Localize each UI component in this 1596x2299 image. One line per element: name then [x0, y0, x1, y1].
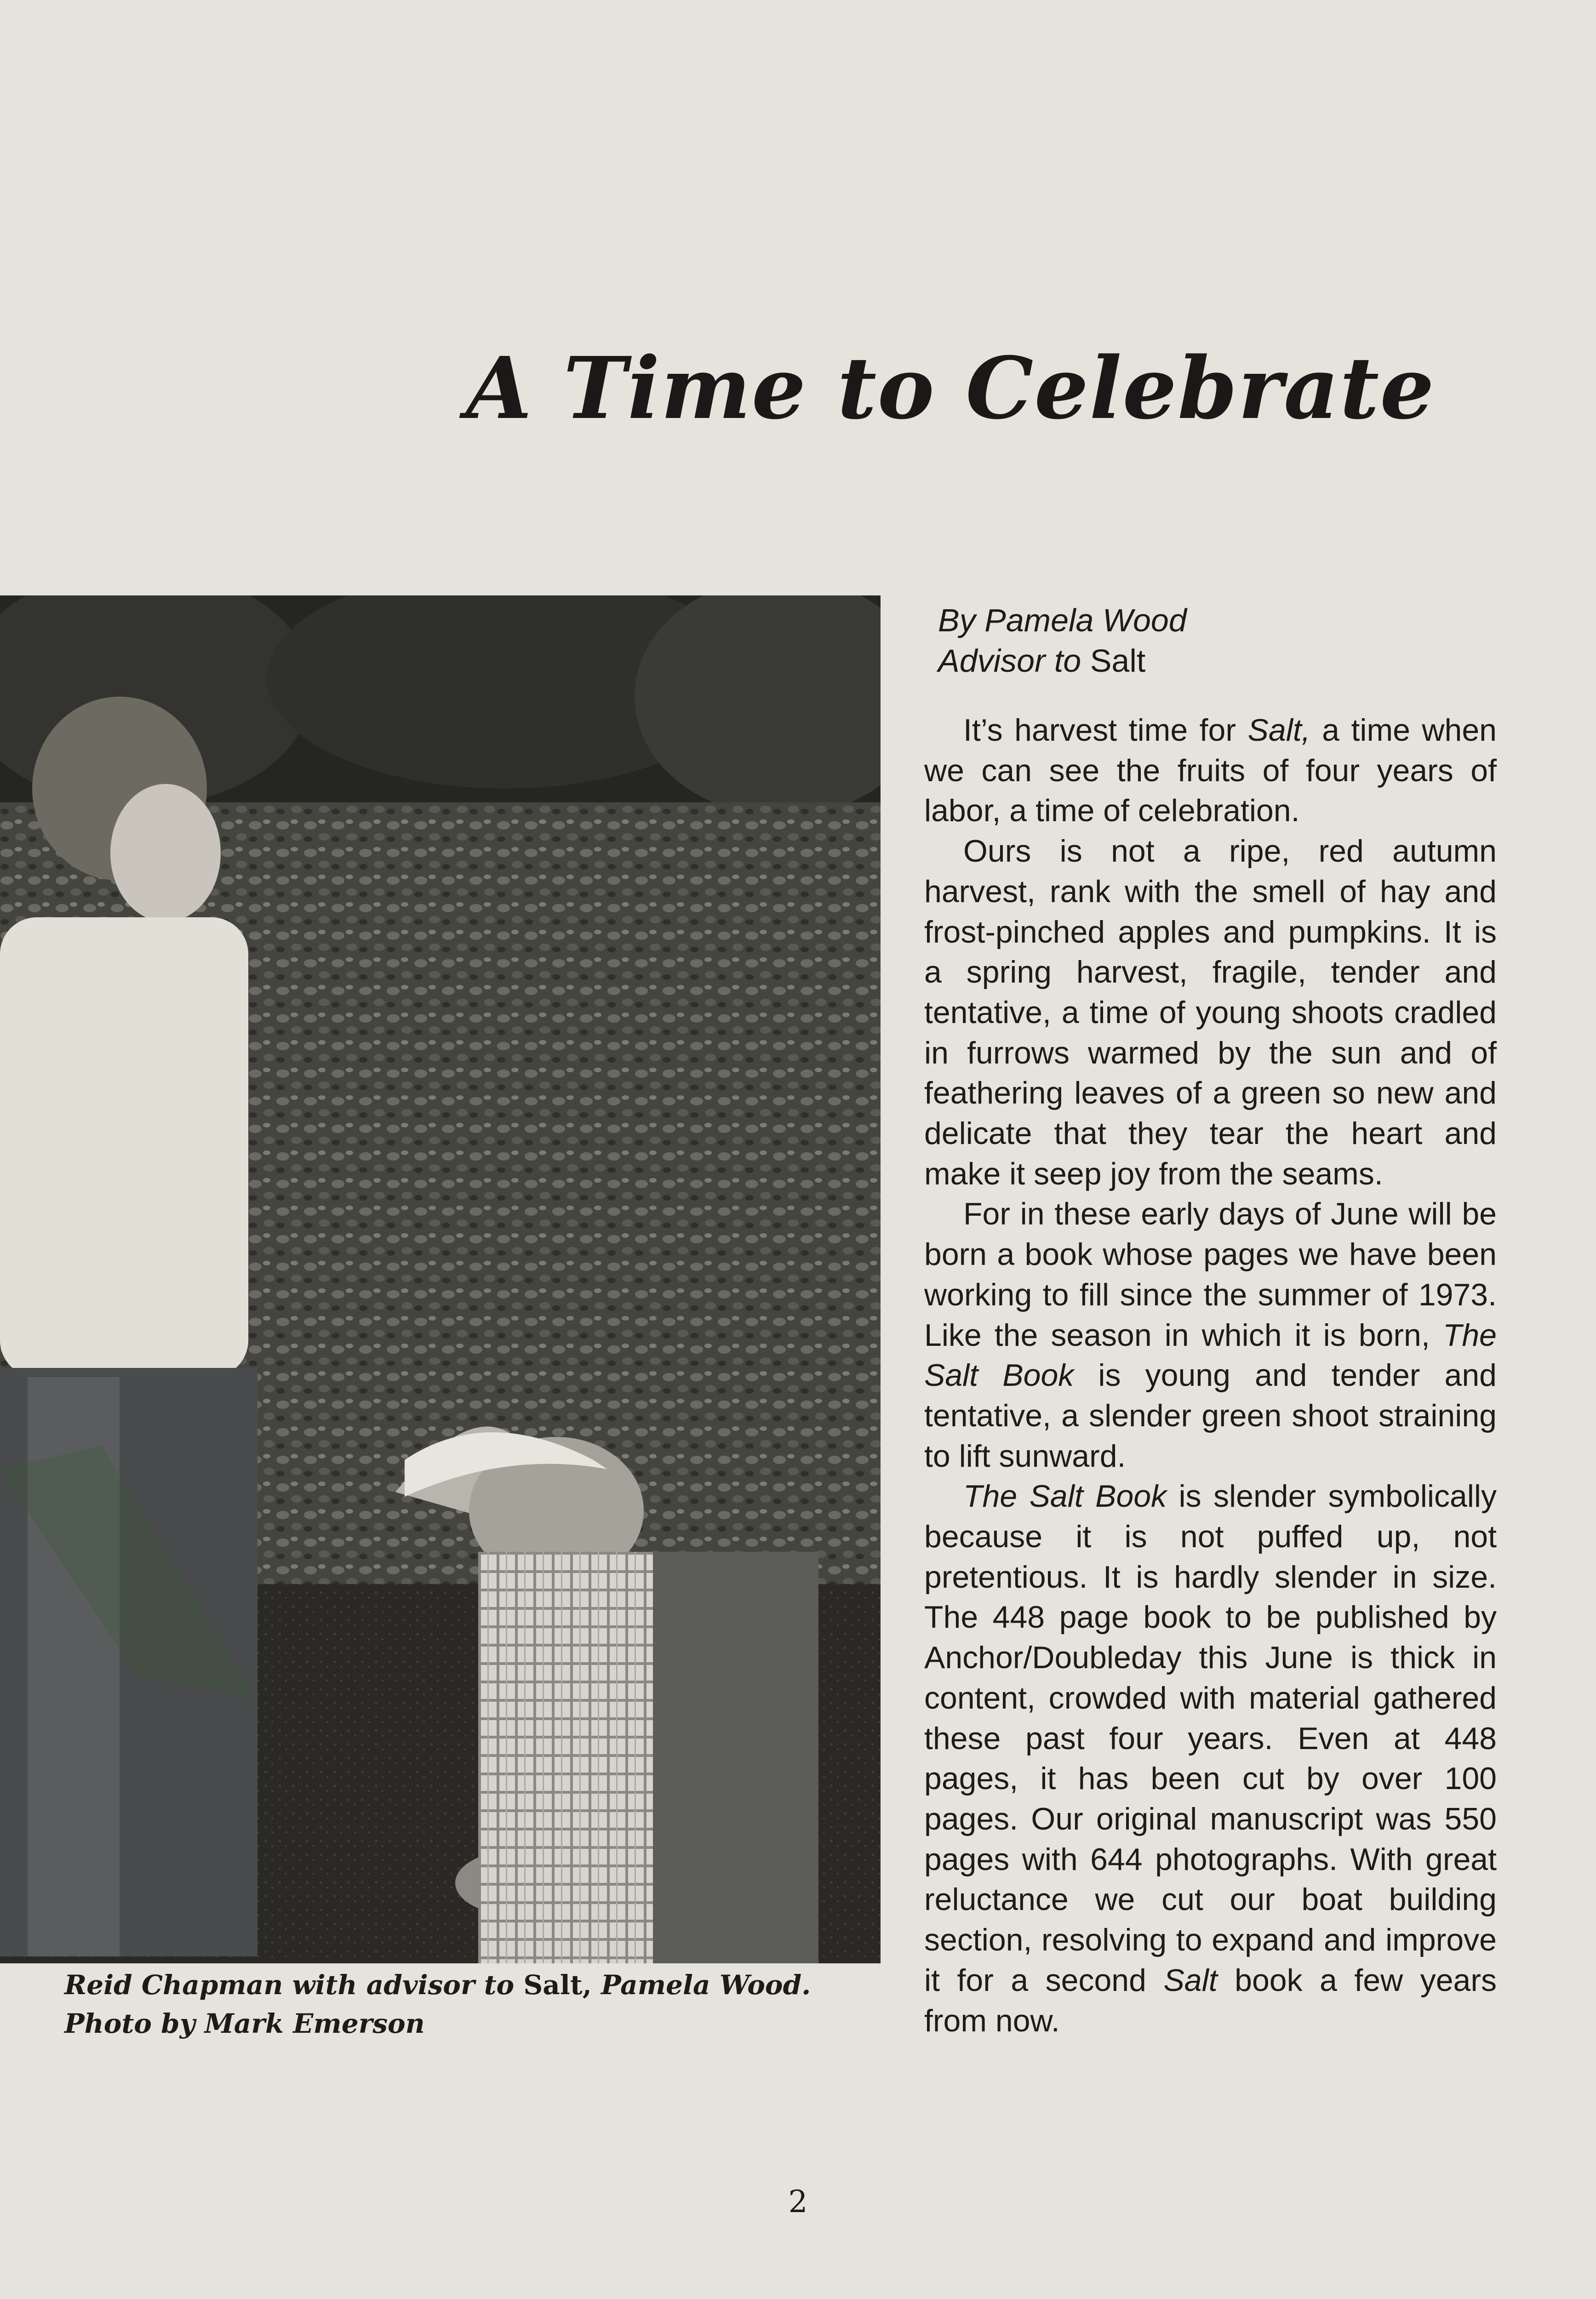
photo-credit: Photo by Mark Emerson [64, 2008, 425, 2039]
caption-text: Reid Chapman with advisor to [64, 1969, 515, 2001]
p3-text-a: For in these early days of June will be born a book whose pages we have been working to fill since the summer of 1973. Like the season in which it is born, [924, 1196, 1497, 1353]
photo-caption [64, 1966, 874, 2043]
byline-role [938, 641, 1499, 681]
p1-text-a: It’s harvest time for [963, 713, 1236, 748]
byline [938, 600, 1499, 681]
byline-role-prefix: Advisor to [938, 643, 1081, 679]
p4-book-title: The Salt Book [963, 1479, 1167, 1514]
p4-text-b: book a few years from now. [924, 1962, 1497, 2038]
byline-author: By Pamela Wood [938, 602, 1187, 638]
p3-text-b: is young and tender and tentative, a slender green shoot straining to lift sunward. [924, 1358, 1497, 1474]
article-title: A Time to Celebrate [466, 338, 1435, 438]
paragraph-4 [924, 1476, 1497, 2041]
paragraph-3 [924, 1194, 1497, 1476]
caption-line [64, 1966, 874, 2004]
p4-text-a: is slender symbolically because it is not puffed up, not pretentious. It is hardly slender in size. The 448 page book to be published by Anchor/Doubleday this June is thick in content, crowded with material gathered these past four years. Even at 448 pages, it has been cut by over 100 pages. Our original manuscript was 550 pages with 644 photographs. With great reluctance we cut our boat building section, resolving to expand and improve it for a second [924, 1479, 1497, 1998]
paragraph-2: Ours is not a ripe, red autumn harvest, rank with the smell of hay and frost-pinched apples and pumpkins. It is a spring harvest, fragile, tender and tentative, a time of young shoots cradled in furrows warmed by the sun and of feathering leaves of a green so new and delicate that they tear the heart and make it seep joy from the seams. [924, 834, 1497, 1191]
paragraph-1 [924, 710, 1497, 831]
p4-salt: Salt [1163, 1962, 1218, 1998]
byline-publication: Salt [1090, 643, 1146, 679]
p1-text-b: a time when we can see the fruits of four years of labor, a time of celebration. [924, 713, 1497, 829]
page-number: 2 [788, 2184, 808, 2219]
article-photo [0, 595, 881, 1963]
p3-book-title: The Salt Book [924, 1317, 1497, 1393]
p1-salt: Salt, [1247, 713, 1310, 748]
photo-image [0, 595, 881, 1963]
caption-name: Pamela Wood. [601, 1969, 811, 2001]
article-body [924, 710, 1497, 2041]
caption-salt: Salt, [523, 1969, 592, 2001]
